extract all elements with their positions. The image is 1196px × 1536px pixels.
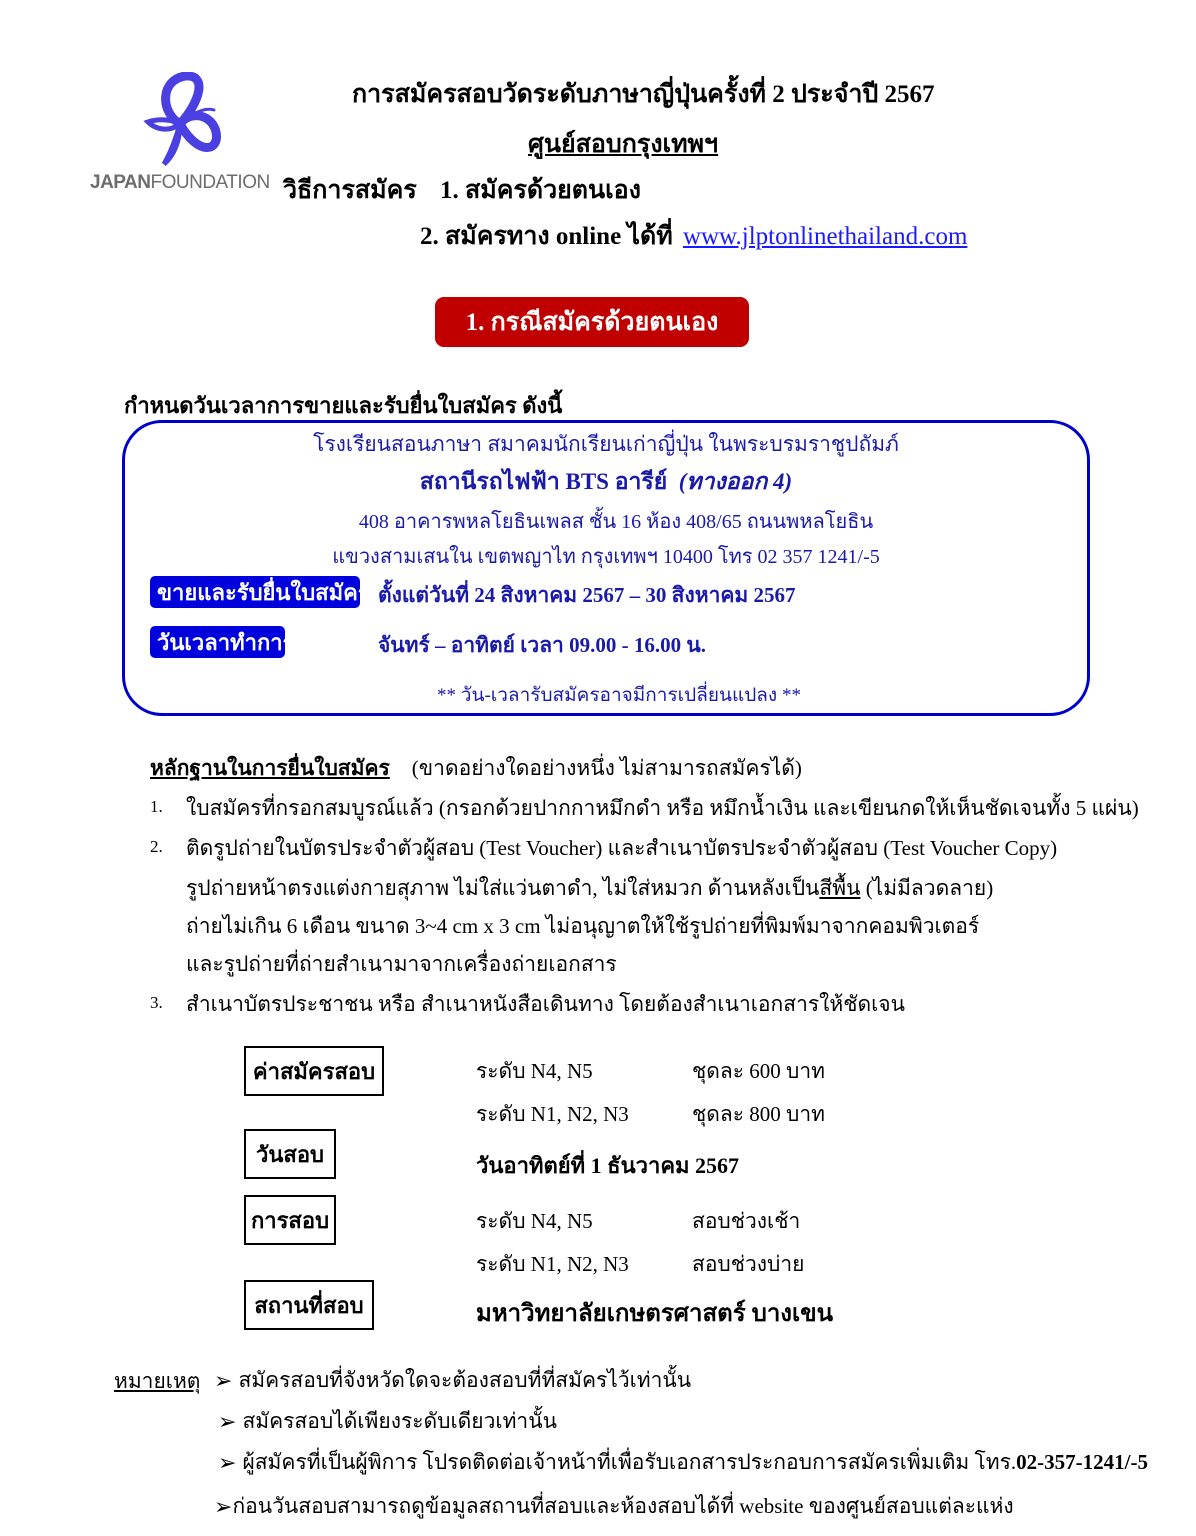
list-item-continued: ถ่ายไม่เกิน 6 เดือน ขนาด 3~4 cm x 3 cm ไม่อนุญาตให้ใช้รูปถ่ายที่พิมพ์มาจากคอมพิวเตอร์ [186,914,980,938]
venue-value: มหาวิทยาลัยเกษตรศาสตร์ บางเขน [476,1301,834,1327]
exam-date-label-box: วันสอบ [244,1129,336,1179]
note-item [218,1446,1148,1479]
fee-label-box: ค่าสมัครสอบ [244,1046,384,1096]
japan-foundation-logo [88,72,270,197]
fee-price: ชุดละ 800 บาท [692,1102,826,1126]
arrow-bullet-icon: ➢ [214,1367,233,1393]
jlpt-online-link[interactable]: www.jlptonlinethailand.com [682,223,968,250]
office-hours-label: วันเวลาทำการ [150,626,285,658]
exam-session-label-box: การสอบ [244,1195,336,1245]
page-subtitle: ศูนย์สอบกรุงเทพฯ [528,131,719,158]
list-number: 2. [150,837,163,856]
list-item: สำเนาบัตรประชาชน หรือ สำเนาหนังสือเดินทาง โดยต้องสำเนาเอกสารให้ชัดเจน [186,992,905,1016]
note-item [214,1490,1014,1523]
address-line-2: แขวงสามเสนใน เขตพญาไท กรุงเทพฯ 10400 โทร 02 357 1241/-5 [332,546,880,568]
exam-date-value: วันอาทิตย์ที่ 1 ธันวาคม 2567 [476,1153,740,1178]
school-name: โรงเรียนสอนภาษา สมาคมนักเรียนเก่าญี่ปุ่น ในพระบรมราชูปถัมภ์ [313,432,899,456]
section-banner: 1. กรณีสมัครด้วยตนเอง [435,297,749,347]
logo-wordmark: JAPANFOUNDATION [90,172,270,193]
application-method-2 [420,216,967,256]
arrow-bullet-icon: ➢ [218,1408,237,1434]
arrow-bullet-icon: ➢ [214,1493,233,1519]
list-item-continued [186,872,993,905]
photo-requirements: รูปถ่ายหน้าตรงแต่งกายสุภาพ ไม่ใส่แว่นตาดำ, ไม่ใส่หมวก ด้านหลังเป็น [186,876,820,900]
application-method-1: 1. สมัครด้วยตนเอง [440,177,641,204]
session-time: สอบช่วงเช้า [692,1209,801,1233]
session-level: ระดับ N1, N2, N3 [476,1252,629,1276]
no-pattern-note: (ไม่มีลวดลาย) [860,876,994,900]
list-item: ติดรูปถ่ายในบัตรประจำตัวผู้สอบ (Test Voucher) และสำเนาบัตรประจำตัวผู้สอบ (Test Voucher Copy) [186,836,1058,860]
schedule-heading: กำหนดวันเวลาการขายและรับยื่นใบสมัคร ดังนี้ [124,393,563,418]
arrow-bullet-icon: ➢ [218,1449,237,1475]
address-line-1: 408 อาคารพหลโยธินเพลส ชั้น 16 ห้อง 408/65 ถนนพหลโยธิน [358,511,874,533]
documents-heading [150,752,802,785]
list-number: 3. [150,993,163,1012]
schedule-change-note: ** วัน-เวลารับสมัครอาจมีการเปลี่ยนแปลง ** [437,685,801,706]
station-name: สถานีรถไฟฟ้า BTS อารีย์ [419,469,668,494]
list-item-continued: และรูปถ่ายที่ถ่ายสำเนามาจากเครื่องถ่ายเอกสาร [186,952,617,976]
station-exit: (ทางออก 4) [678,469,793,494]
note-item [214,1364,691,1397]
session-level: ระดับ N4, N5 [476,1209,593,1233]
method-2-text: 2. สมัครทาง online ได้ที่ [420,223,673,250]
note-item [218,1405,557,1438]
bts-station [0,464,1196,500]
note-text: สมัครสอบได้เพียงระดับเดียวเท่านั้น [242,1409,557,1433]
office-hours-value: จันทร์ – อาทิตย์ เวลา 09.00 - 16.00 น. [378,633,706,657]
session-time: สอบช่วงบ่าย [692,1252,805,1276]
page-title: การสมัครสอบวัดระดับภาษาญี่ปุ่นครั้งที่ 2 ประจำปี 2567 [352,81,935,108]
note-text: ก่อนวันสอบสามารถดูข้อมูลสถานที่สอบและห้องสอบได้ที่ website ของศูนย์สอบแต่ละแห่ง [232,1494,1014,1518]
documents-heading-note: (ขาดอย่างใดอย่างหนึ่ง ไม่สามารถสมัครได้) [411,756,802,780]
fee-level: ระดับ N1, N2, N3 [476,1102,629,1126]
fee-level: ระดับ N4, N5 [476,1059,593,1083]
documents-heading-title: หลักฐานในการยื่นใบสมัคร [150,756,390,780]
sale-period-label: ขายและรับยื่นใบสมัคร [150,576,360,608]
contact-phone: 02-357-1241/-5 [1016,1450,1148,1474]
plain-background: สีพื้น [819,876,861,900]
notes-label: หมายเหตุ [114,1369,201,1393]
list-number: 1. [150,797,163,816]
note-text: ผู้สมัครที่เป็นผู้พิการ โปรดติดต่อเจ้าหน้าที่เพื่อรับเอกสารประกอบการสมัครเพิ่มเติม โทร. [242,1450,1017,1474]
butterfly-logo-icon [130,72,230,172]
list-item: ใบสมัครที่กรอกสมบูรณ์แล้ว (กรอกด้วยปากกาหมึกดำ หรือ หมึกน้ำเงิน และเขียนกดให้เห็นชัดเจนทั้ง 5 แผ่น) [186,796,1139,820]
note-text: สมัครสอบที่จังหวัดใดจะต้องสอบที่ที่สมัครไว้เท่านั้น [238,1368,692,1392]
application-method-label: วิธีการสมัคร [283,177,417,204]
sale-period-value: ตั้งแต่วันที่ 24 สิงหาคม 2567 – 30 สิงหาคม 2567 [378,583,796,607]
venue-label-box: สถานที่สอบ [244,1280,374,1330]
fee-price: ชุดละ 600 บาท [692,1059,826,1083]
